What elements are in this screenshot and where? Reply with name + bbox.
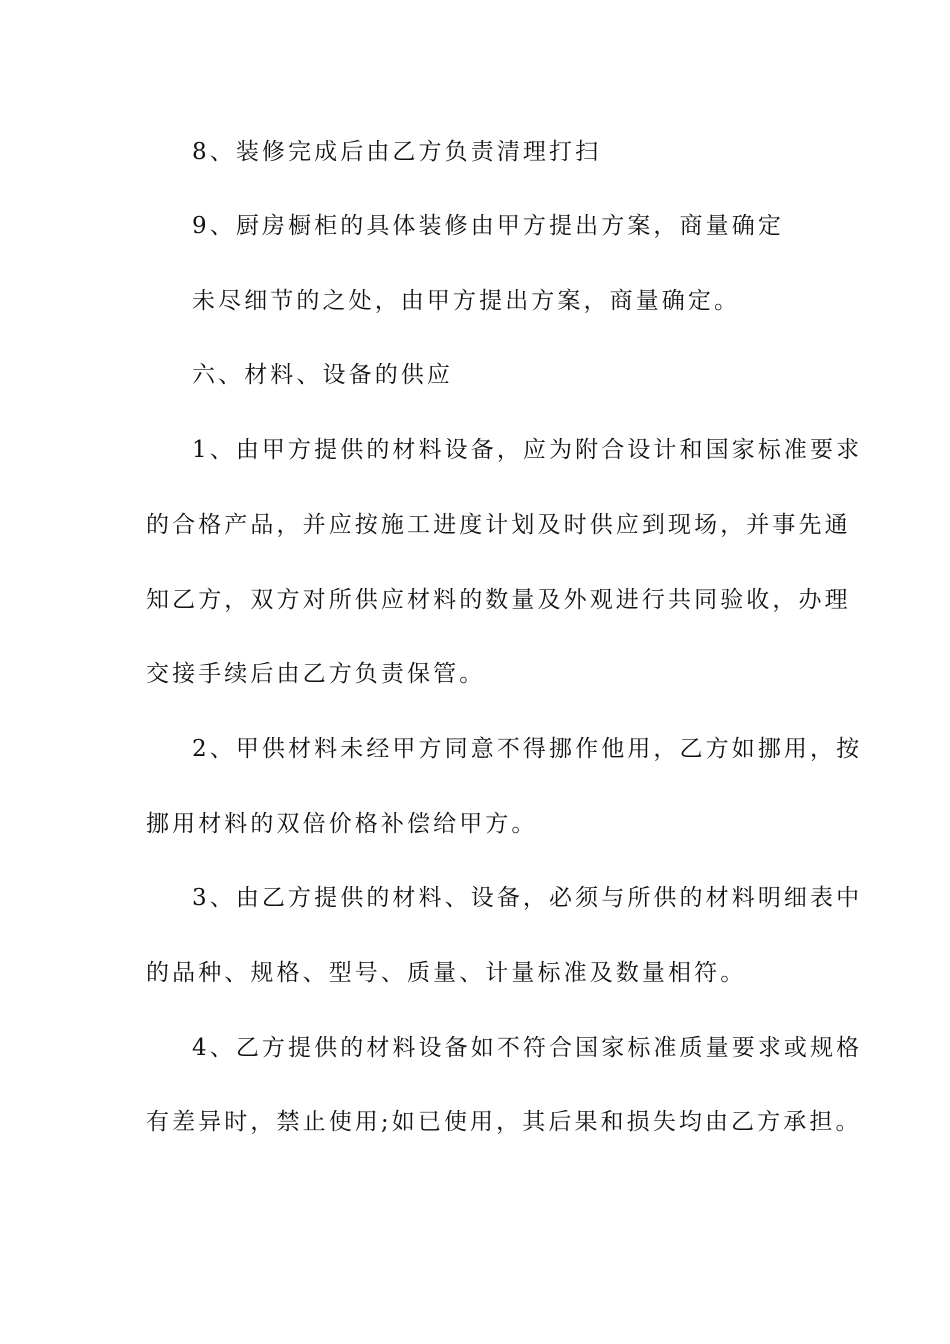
paragraph-item-8: 8、装修完成后由乙方负责清理打扫 bbox=[192, 139, 602, 165]
paragraph-item-9: 9、厨房橱柜的具体装修由甲方提出方案，商量确定 bbox=[192, 213, 784, 239]
paragraph-clause-2-line-1: 2、甲供材料未经甲方同意不得挪作他用，乙方如挪用，按 bbox=[192, 736, 863, 762]
paragraph-clause-1-line-2: 的合格产品，并应按施工进度计划及时供应到现场，并事先通 bbox=[146, 512, 851, 538]
paragraph-clause-3-line-2: 的品种、规格、型号、质量、计量标准及数量相符。 bbox=[146, 960, 747, 986]
paragraph-clause-3-line-1: 3、由乙方提供的材料、设备，必须与所供的材料明细表中 bbox=[192, 885, 863, 911]
paragraph-clause-4-line-1: 4、乙方提供的材料设备如不符合国家标准质量要求或规格 bbox=[192, 1035, 863, 1061]
paragraph-clause-1-line-3: 知乙方，双方对所供应材料的数量及外观进行共同验收，办理 bbox=[146, 587, 851, 613]
section-heading-materials-supply: 六、材料、设备的供应 bbox=[192, 362, 453, 388]
paragraph-clause-4-line-2: 有差异时，禁止使用;如已使用，其后果和损失均由乙方承担。 bbox=[146, 1109, 862, 1135]
paragraph-clause-1-line-1: 1、由甲方提供的材料设备，应为附合设计和国家标准要求 bbox=[192, 437, 863, 463]
paragraph-clause-1-line-4: 交接手续后由乙方负责保管。 bbox=[146, 661, 486, 687]
paragraph-clause-2-line-2: 挪用材料的双倍价格补偿给甲方。 bbox=[146, 811, 538, 837]
paragraph-unfinished-details: 未尽细节的之处，由甲方提出方案，商量确定。 bbox=[192, 288, 741, 314]
